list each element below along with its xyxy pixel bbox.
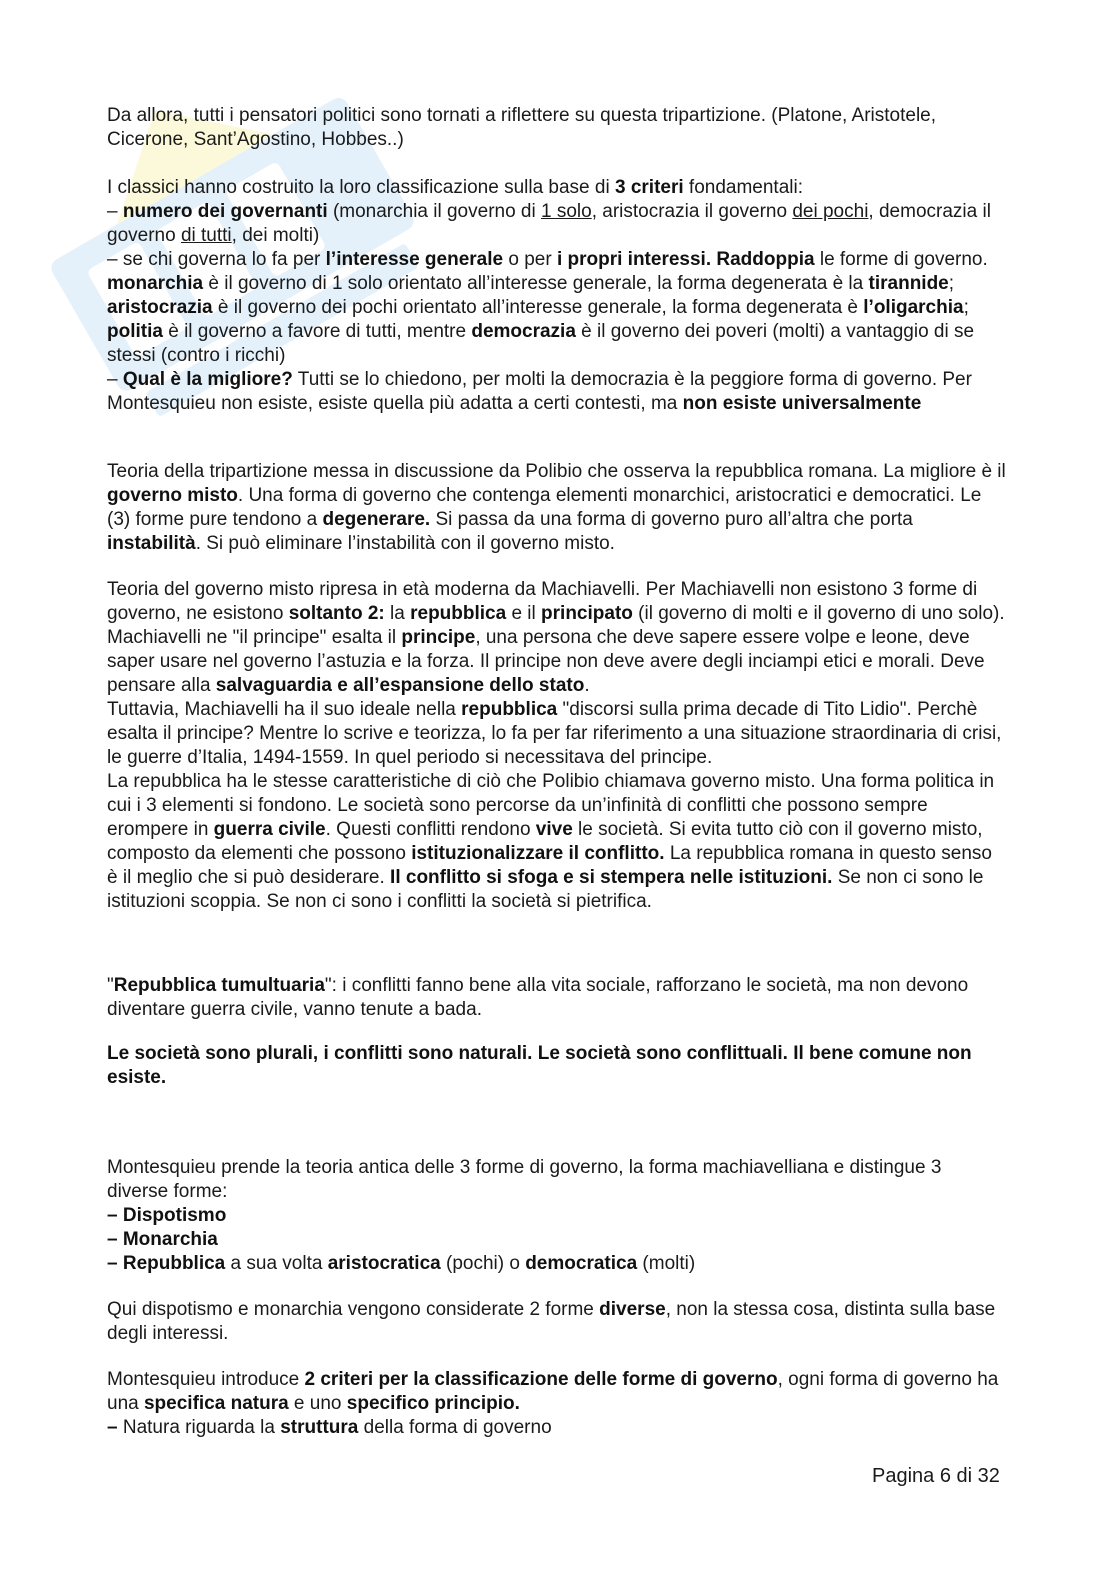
text-run: . Una forma di governo che contenga elementi monarchici, aristocratici e democratici. Le (3) forme pure tendono a — [107, 485, 982, 530]
bold-text: Repubblica tumultuaria — [113, 975, 325, 996]
bold-text: diverse — [599, 1299, 666, 1320]
bold-text: – Monarchia — [107, 1229, 218, 1250]
bold-text: instabilità — [107, 533, 196, 554]
text-run: e il — [506, 603, 542, 624]
paragraph-repubblica-tumultuaria — [107, 974, 1007, 1022]
text-run: la — [384, 603, 411, 624]
paragraph-machiavelli — [107, 578, 1007, 914]
text-run: ; — [963, 297, 969, 318]
text-run: I classici hanno costruito la loro classificazione sulla base di — [107, 177, 615, 198]
text-run: Teoria della tripartizione messa in discussione da Polibio che osserva la repubblica romana. La migliore è il — [107, 461, 1006, 482]
bold-text: l’oligarchia — [863, 297, 964, 318]
bold-text: i propri interessi. Raddoppia — [556, 249, 815, 270]
bold-text: soltanto 2: — [288, 603, 385, 624]
text-run: , non la stessa cosa, distinta sulla base degli interessi. — [107, 1299, 996, 1344]
paragraph-tripartizione — [107, 104, 1007, 152]
text-run: . Si può eliminare l’instabilità con il governo misto. — [195, 533, 615, 554]
text-run: Se non ci sono le istituzioni scoppia. Se non ci sono i conflitti la società si pietrifica. — [107, 867, 984, 912]
text-run: (monarchia il governo di — [327, 201, 541, 222]
bold-text: numero dei governanti — [122, 201, 328, 222]
bold-text: democratica — [525, 1253, 638, 1274]
bold-text: democrazia — [471, 321, 576, 342]
text-run: Montesquieu introduce — [107, 1369, 305, 1390]
text-run: . Questi conflitti rendono — [325, 819, 536, 840]
bold-text: 3 criteri — [614, 177, 684, 198]
text-run: La repubblica romana in questo senso è il meglio che si può desiderare. — [107, 843, 992, 888]
bold-text: tirannide — [868, 273, 949, 294]
bold-text: Qual è la migliore? — [122, 369, 293, 390]
bold-text: degenerare. — [322, 509, 431, 530]
text-run: . — [584, 675, 590, 696]
text-run: della forma di governo — [358, 1417, 552, 1438]
text-run: Da allora, tutti i pensatori politici sono tornati a riflettere su questa tripartizione. (Platone, Aristotele, Cicerone, Sant’Agostino, Hobbes..) — [107, 105, 937, 150]
bold-text: principato — [541, 603, 633, 624]
text-run: fondamentali: — [683, 177, 803, 198]
text-run: " — [107, 975, 114, 996]
underlined-text: di tutti — [180, 225, 232, 246]
text-run: ": i conflitti fanno bene alla vita sociale, rafforzano le società, ma non devono diventare guerra civile, vanno tenute a bada. — [107, 975, 969, 1020]
bold-text: aristocratica — [327, 1253, 441, 1274]
text-run: (pochi) o — [440, 1253, 526, 1274]
bold-text: vive — [535, 819, 573, 840]
bold-text: repubblica — [410, 603, 507, 624]
bold-text: l’interesse generale — [325, 249, 504, 270]
text-run: o per — [503, 249, 557, 270]
bold-text: salvaguardia e all’espansione dello stato — [215, 675, 585, 696]
bold-text: specifica natura — [143, 1393, 289, 1414]
text-run: (molti) — [637, 1253, 696, 1274]
paragraph-dispotismo-monarchia — [107, 1298, 1007, 1346]
paragraph-polibio — [107, 460, 1007, 556]
text-run: , aristocrazia il governo — [591, 201, 793, 222]
text-run: Si passa da una forma di governo puro all’altra che porta — [430, 509, 913, 530]
text-run: Tuttavia, Machiavelli ha il suo ideale nella — [107, 699, 462, 720]
text-run: (il governo di molti e il governo di uno solo). — [632, 603, 1005, 624]
text-run: "discorsi sulla prima decade di Tito Lidio". Perchè esalta il principe? Mentre lo scrive e teorizza, lo fa per far riferimento a una situazione straordinaria di crisi, le guerre d’Italia, 1494-1559. In quel periodo si necessitava del principe. — [107, 699, 1002, 768]
bold-text: 2 criteri per la classificazione delle forme di governo — [304, 1369, 778, 1390]
text-run: – se chi governa lo fa per — [107, 249, 326, 270]
bold-text: specifico principio. — [346, 1393, 520, 1414]
text-run: è il governo di 1 solo orientato all’interesse generale, la forma degenerata è la — [203, 273, 869, 294]
paragraph-criteri-classici — [107, 176, 1007, 416]
text-run: Montesquieu prende la teoria antica delle 3 forme di governo, la forma machiavelliana e distingue 3 diverse forme: — [107, 1157, 942, 1202]
bold-text: struttura — [280, 1417, 359, 1438]
bold-text: repubblica — [461, 699, 558, 720]
bold-text: politia — [107, 321, 163, 342]
text-run: – — [107, 201, 123, 222]
paragraph-montesquieu-criteri — [107, 1368, 1007, 1440]
text-run: La repubblica ha le stesse caratteristiche di ciò che Polibio chiamava governo misto. Una forma politica in cui i 3 elementi si fondono. Le società sono percorse da un’infinità di conflitti che possono sempre erompere in — [107, 771, 995, 840]
text-run: ; — [948, 273, 955, 294]
bold-text: Il conflitto si sfoga e si stempera nelle istituzioni. — [390, 867, 833, 888]
text-run: Natura riguarda la — [122, 1417, 281, 1438]
bold-text: istituzionalizzare il conflitto. — [411, 843, 665, 864]
text-run: e uno — [288, 1393, 347, 1414]
paragraph-montesquieu-forme — [107, 1156, 1007, 1276]
bold-text: – Repubblica — [107, 1253, 226, 1274]
text-run: – — [107, 369, 123, 390]
text-run: , democrazia il governo — [107, 201, 991, 246]
bold-text: governo misto — [107, 485, 238, 506]
text-run: Qui dispotismo e monarchia vengono considerate 2 forme — [107, 1299, 600, 1320]
text-run: le forme di governo. — [814, 249, 988, 270]
page-number: Pagina 6 di 32 — [872, 1465, 1000, 1487]
bold-text: monarchia — [107, 273, 204, 294]
paragraph-conclusione-conflitti — [107, 1042, 1007, 1090]
text-run: è il governo dei poveri (molti) a vantaggio di se stessi (contro i ricchi) — [107, 321, 975, 366]
bold-text: aristocrazia — [107, 297, 213, 318]
bold-text: non esiste universalmente — [682, 393, 922, 414]
bold-text: – Dispotismo — [107, 1205, 227, 1226]
text-run: Teoria del governo misto ripresa in età moderna da Machiavelli. Per Machiavelli non esistono 3 forme di governo, ne esistono — [107, 579, 978, 624]
text-run: , ogni forma di governo ha una — [107, 1369, 999, 1414]
underlined-text: 1 solo — [541, 201, 592, 222]
text-run: Tutti se lo chiedono, per molti la democrazia è la peggiore forma di governo. Per Montesquieu non esiste, esiste quella più adatta a certi contesti, ma — [107, 369, 972, 414]
bold-text: Le società sono plurali, i conflitti sono naturali. Le società sono conflittuali. Il bene comune non esiste. — [107, 1043, 972, 1088]
text-run: le società. Si evita tutto ciò con il governo misto, composto da elementi che possono — [107, 819, 983, 864]
text-run: , una persona che deve sapere essere volpe e leone, deve saper usare nel governo l’astuzia e la forza. Il principe non deve avere degli inciampi etici e morali. Deve pensare alla — [107, 627, 985, 696]
text-run: è il governo dei pochi orientato all’interesse generale, la forma degenerata è — [212, 297, 864, 318]
text-run: , dei molti) — [231, 225, 320, 246]
bold-text: principe — [401, 627, 476, 648]
bold-text: – — [107, 1417, 123, 1438]
bold-text: guerra civile — [213, 819, 326, 840]
underlined-text: dei pochi — [792, 201, 869, 222]
text-run: è il governo a favore di tutti, mentre — [162, 321, 472, 342]
text-run: Machiavelli ne "il principe" esalta il — [107, 627, 402, 648]
text-run: a sua volta — [225, 1253, 328, 1274]
